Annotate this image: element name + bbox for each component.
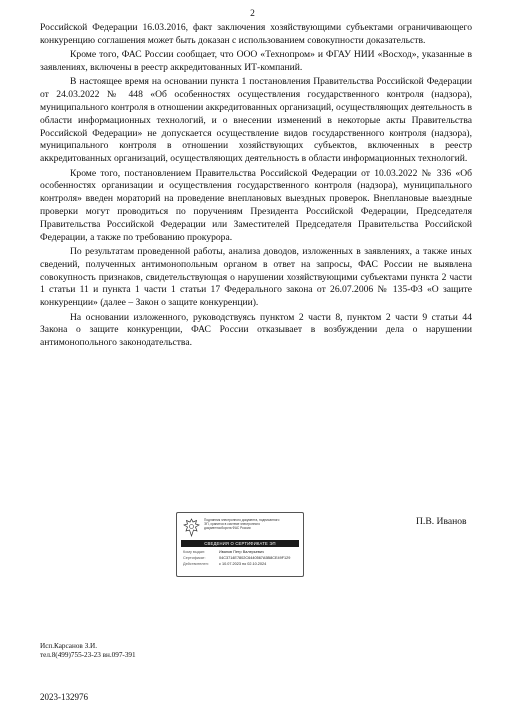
- validity-label: Действителен:: [183, 562, 209, 566]
- signer-name: П.В. Иванов: [416, 516, 467, 527]
- coat-of-arms-icon: [183, 518, 200, 537]
- certificate-header-line: Подлинник электронного документа, подписанного: [204, 518, 280, 522]
- executor-block: [40, 642, 136, 660]
- letter-body: [40, 22, 472, 351]
- page-number: 2: [250, 9, 255, 19]
- certificate-validity: [183, 562, 299, 567]
- validity-value: с 10.07.2023 по 02.10.2024: [219, 562, 267, 566]
- certificate-header-line: документооборота ФАС России: [204, 526, 251, 530]
- issued-to-label: Кому выдан:: [183, 550, 206, 554]
- serial-value: 04C3714E7802C6440567A5B8CE49F129: [219, 556, 291, 560]
- document-id: 2023-132976: [40, 692, 88, 702]
- paragraph-3: В настоящее время на основании пункта 1 постановления Правительства Российской Федерации от 24.03.2022 № 448 «Об особенностях осуществления государственного контроля (надзора), муниципального контроля в отношении аккредитованных организаций, осуществляющих деятельность в области информационных технологий, и о внесении изменений в некоторые акты Правительства Российской Федерации» не допускается осуществление видов государственного контроля (надзора), муниципального контроля в отношении хозяйствующих субъектов, включенных в реестр аккредитованных организаций, осуществляющих деятельность в области информационных технологий.: [40, 76, 472, 165]
- executor-name: Исп.Карсанов З.И.: [40, 642, 97, 650]
- certificate-issued-to: [183, 550, 299, 555]
- certificate-title: СВЕДЕНИЯ О СЕРТИФИКАТЕ ЭП: [181, 540, 299, 547]
- paragraph-4: Кроме того, постановлением Правительства Российской Федерации от 10.03.2022 № 336 «Об особенностях организации и осуществления государственного контроля (надзора), муниципального контроля» введен мораторий на проведение внеплановых выездных проверок. Внеплановые выездные проверки могут проводиться по поручениям Президента Российской Федерации, Председателя Правительства Российской Федерации или Заместителей Председателя Правительства Российской Федерации, а также по требованию прокурора.: [40, 167, 472, 243]
- paragraph-5: По результатам проведенной работы, анализа доводов, изложенных в заявлениях, а также иных сведений, полученных антимонопольным органом в ответ на запросы, ФАС России не выявлена совокупность признаков, свидетельствующая о нарушении хозяйствующими субъектами пункта 2 части 1 статьи 11 и пункта 1 части 1 статьи 17 Федерального закона от 26.07.2006 № 135-ФЗ «О защите конкуренции» (далее – Закон о защите конкуренции).: [40, 245, 472, 309]
- paragraph-1: Российской Федерации 16.03.2016, факт заключения хозяйствующими субъектами ограничивающего конкуренцию соглашения может быть доказан с использованием совокупности доказательств.: [40, 22, 472, 46]
- issued-to-value: Иванов Петр Валерьевич: [219, 550, 265, 554]
- paragraph-2: Кроме того, ФАС России сообщает, что ООО «Технопром» и ФГАУ НИИ «Восход», указанные в заявлениях, включены в реестр аккредитованных ИТ-компаний.: [40, 49, 472, 73]
- certificate-serial: [183, 556, 299, 561]
- signature-certificate-stamp: [176, 512, 304, 577]
- certificate-header-line: ЭП, хранится в системе электронного: [204, 522, 261, 526]
- serial-label: Сертификат:: [183, 556, 206, 560]
- certificate-header: [204, 518, 300, 530]
- executor-phone: тел.8(499)755-23-23 вн.097-391: [40, 651, 136, 659]
- paragraph-6: На основании изложенного, руководствуясь пунктом 2 части 8, пунктом 2 части 9 статьи 44 Закона о защите конкуренции, ФАС России отказывает в возбуждении дела о нарушении антимонопольного законодательства.: [40, 311, 472, 349]
